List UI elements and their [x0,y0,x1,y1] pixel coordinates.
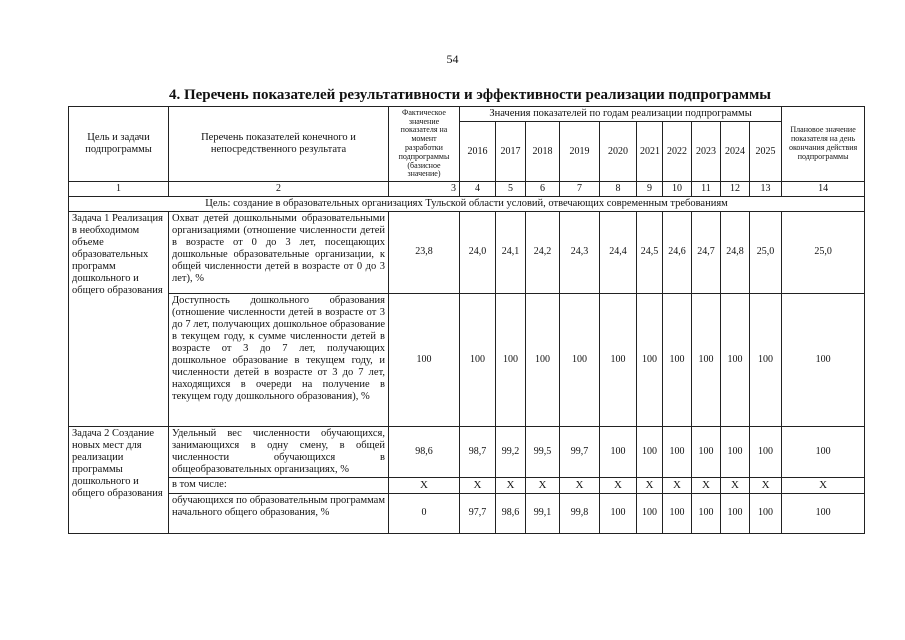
table-row [69,293,865,426]
planned-value: 100 [782,426,865,477]
year-value: 24,1 [496,211,526,293]
indicators-table [68,106,865,534]
year-value: 24,8 [721,211,750,293]
task-label: Задача 1 Реализация в необходимом объеме образовательных программ дошкольного и общего образования [69,211,169,426]
column-number: 11 [692,182,721,197]
year-value: 24,4 [600,211,637,293]
year-value: 24,6 [663,211,692,293]
header-year: 2021 [637,122,663,182]
year-value: 98,6 [496,493,526,533]
year-value: 99,2 [496,426,526,477]
year-value: 24,0 [460,211,496,293]
header-year: 2022 [663,122,692,182]
column-number: 8 [600,182,637,197]
table-row [69,493,865,533]
header-actual: Фактическое значение показателя на момент разработки подпрограммы (базисное значение) [389,107,460,182]
header-planned: Плановое значение показателя на день окончания действия подпрограммы [782,107,865,182]
header-years-group: Значения показателей по годам реализации подпрограммы [460,107,782,122]
year-value: 100 [692,493,721,533]
year-value: 100 [600,426,637,477]
year-value: 100 [750,293,782,426]
year-value: X [600,477,637,493]
column-number: 3 [389,182,460,197]
column-number: 9 [637,182,663,197]
column-number: 6 [526,182,560,197]
actual-value: 0 [389,493,460,533]
goal-text: Цель: создание в образовательных организациях Тульской области условий, отвечающих современным требованиям [69,196,865,211]
task-label: Задача 2 Создание новых мест для реализации программы дошкольного и общего образования [69,426,169,533]
header-year: 2024 [721,122,750,182]
year-value: 24,5 [637,211,663,293]
table-row [69,211,865,293]
year-value: 100 [496,293,526,426]
year-value: 24,2 [526,211,560,293]
column-number: 7 [560,182,600,197]
year-value: X [496,477,526,493]
year-value: 100 [637,426,663,477]
year-value: 100 [600,293,637,426]
column-number: 14 [782,182,865,197]
year-value: 24,7 [692,211,721,293]
year-value: X [663,477,692,493]
section-title: 4. Перечень показателей результативности и эффективности реализации подпрограммы [168,87,772,103]
header-year: 2025 [750,122,782,182]
year-value: 100 [721,293,750,426]
year-value: 100 [637,293,663,426]
header-year: 2023 [692,122,721,182]
column-number: 5 [496,182,526,197]
year-value: 100 [750,426,782,477]
indicator-name: Охват детей дошкольными образовательными организациями (отношение численности детей в возрасте от 0 до 3 лет, посещающих дошкольные образовательные организации, к общей численности детей в возрасте от 0 до 3 лет), % [169,211,389,293]
year-value: X [560,477,600,493]
indicator-name: Удельный вес численности обучающихся, занимающихся в одну смену, в общей численности обучающихся в общеобразовательных организациях, % [169,426,389,477]
year-value: 100 [750,493,782,533]
header-year: 2020 [600,122,637,182]
header-row-top [69,107,865,122]
planned-value: X [782,477,865,493]
year-value: X [526,477,560,493]
year-value: 99,8 [560,493,600,533]
header-indicators: Перечень показателей конечного и непосредственного результата [169,107,389,182]
year-value: X [750,477,782,493]
column-number-row [69,182,865,197]
year-value: 100 [692,293,721,426]
planned-value: 25,0 [782,211,865,293]
header-goal: Цель и задачи подпрограммы [69,107,169,182]
year-value: 100 [692,426,721,477]
column-number: 2 [169,182,389,197]
year-value: X [721,477,750,493]
year-value: 100 [663,426,692,477]
year-value: 100 [560,293,600,426]
year-value: 100 [600,493,637,533]
header-year: 2017 [496,122,526,182]
year-value: X [637,477,663,493]
year-value: 100 [721,426,750,477]
indicator-name: Доступность дошкольного образования (отношение численности детей в возрасте от 3 до 7 лет, получающих дошкольное образование в текущем году, к сумме численности детей в возрасте от 3 до 7 лет, получающих дошкольное образование в текущем году, и численности детей в возрасте от 3 до 7 лет, находящихся в очереди на получение в текущем году дошкольного образования), % [169,293,389,426]
year-value: 25,0 [750,211,782,293]
column-number: 13 [750,182,782,197]
year-value: 99,7 [560,426,600,477]
indicator-name: в том числе: [169,477,389,493]
goal-row [69,196,865,211]
actual-value: 23,8 [389,211,460,293]
year-value: 100 [637,493,663,533]
header-year: 2018 [526,122,560,182]
year-value: 99,5 [526,426,560,477]
year-value: 98,7 [460,426,496,477]
year-value: 24,3 [560,211,600,293]
indicator-name: обучающихся по образовательным программам начального общего образования, % [169,493,389,533]
table-row [69,477,865,493]
year-value: 100 [526,293,560,426]
column-number: 10 [663,182,692,197]
column-number: 1 [69,182,169,197]
year-value: 100 [663,493,692,533]
header-year: 2019 [560,122,600,182]
year-value: X [460,477,496,493]
year-value: 100 [721,493,750,533]
planned-value: 100 [782,293,865,426]
page-number: 54 [446,52,459,66]
year-value: X [692,477,721,493]
year-value: 97,7 [460,493,496,533]
column-number: 12 [721,182,750,197]
column-number: 4 [460,182,496,197]
header-year: 2016 [460,122,496,182]
actual-value: 98,6 [389,426,460,477]
planned-value: 100 [782,493,865,533]
actual-value: X [389,477,460,493]
actual-value: 100 [389,293,460,426]
table-row [69,426,865,477]
year-value: 100 [460,293,496,426]
year-value: 99,1 [526,493,560,533]
year-value: 100 [663,293,692,426]
